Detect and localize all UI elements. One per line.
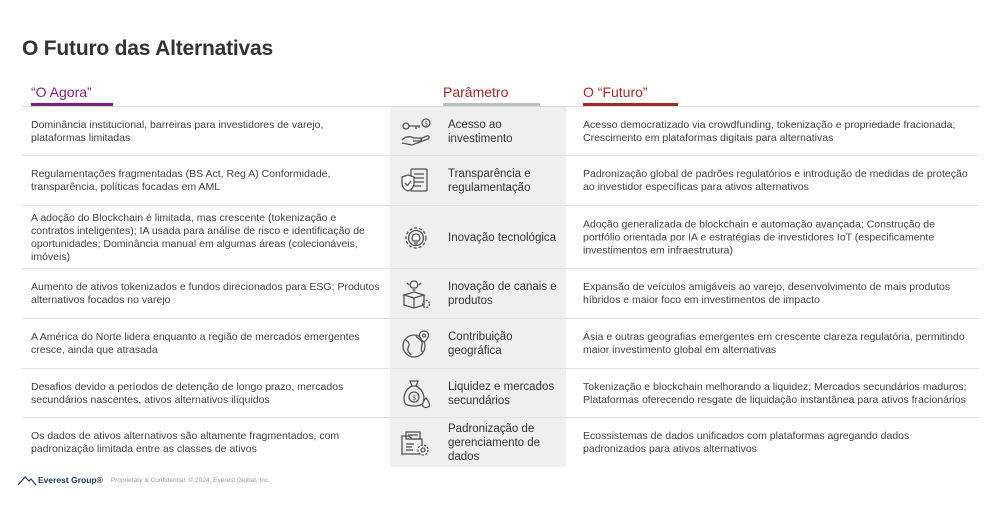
now-cell: Dominância institucional, barreiras para investidores de varejo, plataformas limitadas <box>31 118 324 144</box>
now-cell: Regulamentações fragmentadas (BS Act, Reg A) Conformidade, transparência, políticas focadas em AML <box>31 168 331 193</box>
table-row <box>22 369 979 418</box>
column-header-parameter: Parâmetro <box>443 84 509 100</box>
parameter-cell: Contribuição geográfica <box>448 331 513 357</box>
box-bulb-icon <box>398 278 434 310</box>
copyright-text: Proprietary & Confidential. © 2024, Everest Global, Inc. <box>110 476 270 484</box>
now-cell: A adoção do Blockchain é limitada, mas crescente (tokenização e contratos inteligentes); IA usada para análise de risco e identificação de oportunidades; Dominância manual em algumas áreas (colecionáveis, imóveis) <box>31 211 365 263</box>
gear-bulb-icon <box>398 222 434 254</box>
future-cell: Adoção generalizada de blockchain e automação avançada; Construção de portfólio orientada por IA e estratégias de investidores IoT (especificamente investimentos em infraestrutura) <box>583 218 935 256</box>
footer <box>17 474 270 486</box>
parameter-cell: Acesso ao investimento <box>448 118 513 145</box>
future-cell: Padronização global de padrões regulatórios e introdução de medidas de proteção ao investidor específicas para ativos alternativos <box>583 168 968 193</box>
parameter-cell: Inovação tecnológica <box>448 231 557 244</box>
folder-gear-icon <box>398 427 434 459</box>
table-row <box>22 206 979 269</box>
table-row <box>22 107 979 156</box>
table-row <box>22 156 979 206</box>
money-bag-drop-icon <box>398 378 434 410</box>
now-cell: Os dados de ativos alternativos são altamente fragmentados, com padronização limitada entre as classes de ativos <box>31 429 340 455</box>
shield-document-icon <box>398 165 434 197</box>
parameter-cell: Inovação de canais e produtos <box>448 281 557 307</box>
now-cell: A América do Norte lidera enquanto a região de mercados emergentes cresce, ainda que atrasada <box>31 331 360 356</box>
logo-text: Everest Group® <box>38 475 103 485</box>
svg-text:$: $ <box>424 120 429 127</box>
table-row <box>22 418 979 467</box>
everest-logo <box>17 474 103 486</box>
now-cell: Desafios devido a períodos de detenção de longo prazo, mercados secundários nascentes, ativos alternativos ilíquidos <box>31 380 344 406</box>
parameter-cell: Transparência e regulamentação <box>448 168 531 194</box>
future-cell: Ecossistemas de dados unificados com plataformas agregando dados padronizados para ativos alternativos <box>583 429 910 455</box>
future-cell: Tokenização e blockchain melhorando a liquidez; Mercados secundários maduros; Plataformas oferecendo resgate de liquidação instantânea para ativos fracionários <box>583 380 967 406</box>
parameter-cell: Liquidez e mercados secundários <box>448 380 555 407</box>
hand-key-coin-icon <box>398 116 434 148</box>
future-cell: Ásia e outras geografias emergentes em crescente clareza regulatória, permitindo maior investimento global em alternativas <box>583 331 965 356</box>
svg-text:$: $ <box>412 393 417 402</box>
column-header-future: O “Futuro” <box>583 84 648 100</box>
page-title: O Futuro das Alternativas <box>22 37 273 60</box>
now-cell: Aumento de ativos tokenizados e fundos direcionados para ESG; Produtos alternativos focados no varejo <box>31 281 380 306</box>
future-cell: Expansão de veículos amigáveis ao varejo, desenvolvimento de mais produtos híbridos e maior foco em investimentos de impacto <box>583 281 951 306</box>
table-row <box>22 319 979 369</box>
table-row <box>22 269 979 319</box>
globe-pin-icon <box>398 328 434 360</box>
parameter-cell: Padronização de gerenciamento de dados <box>448 422 541 463</box>
mountain-logo-icon <box>17 474 37 486</box>
column-header-now: “O Agora” <box>31 84 92 100</box>
future-cell: Acesso democratizado via crowdfunding, tokenização e propriedade fracionada; Crescimento em plataformas digitais para alternativas <box>583 118 956 144</box>
